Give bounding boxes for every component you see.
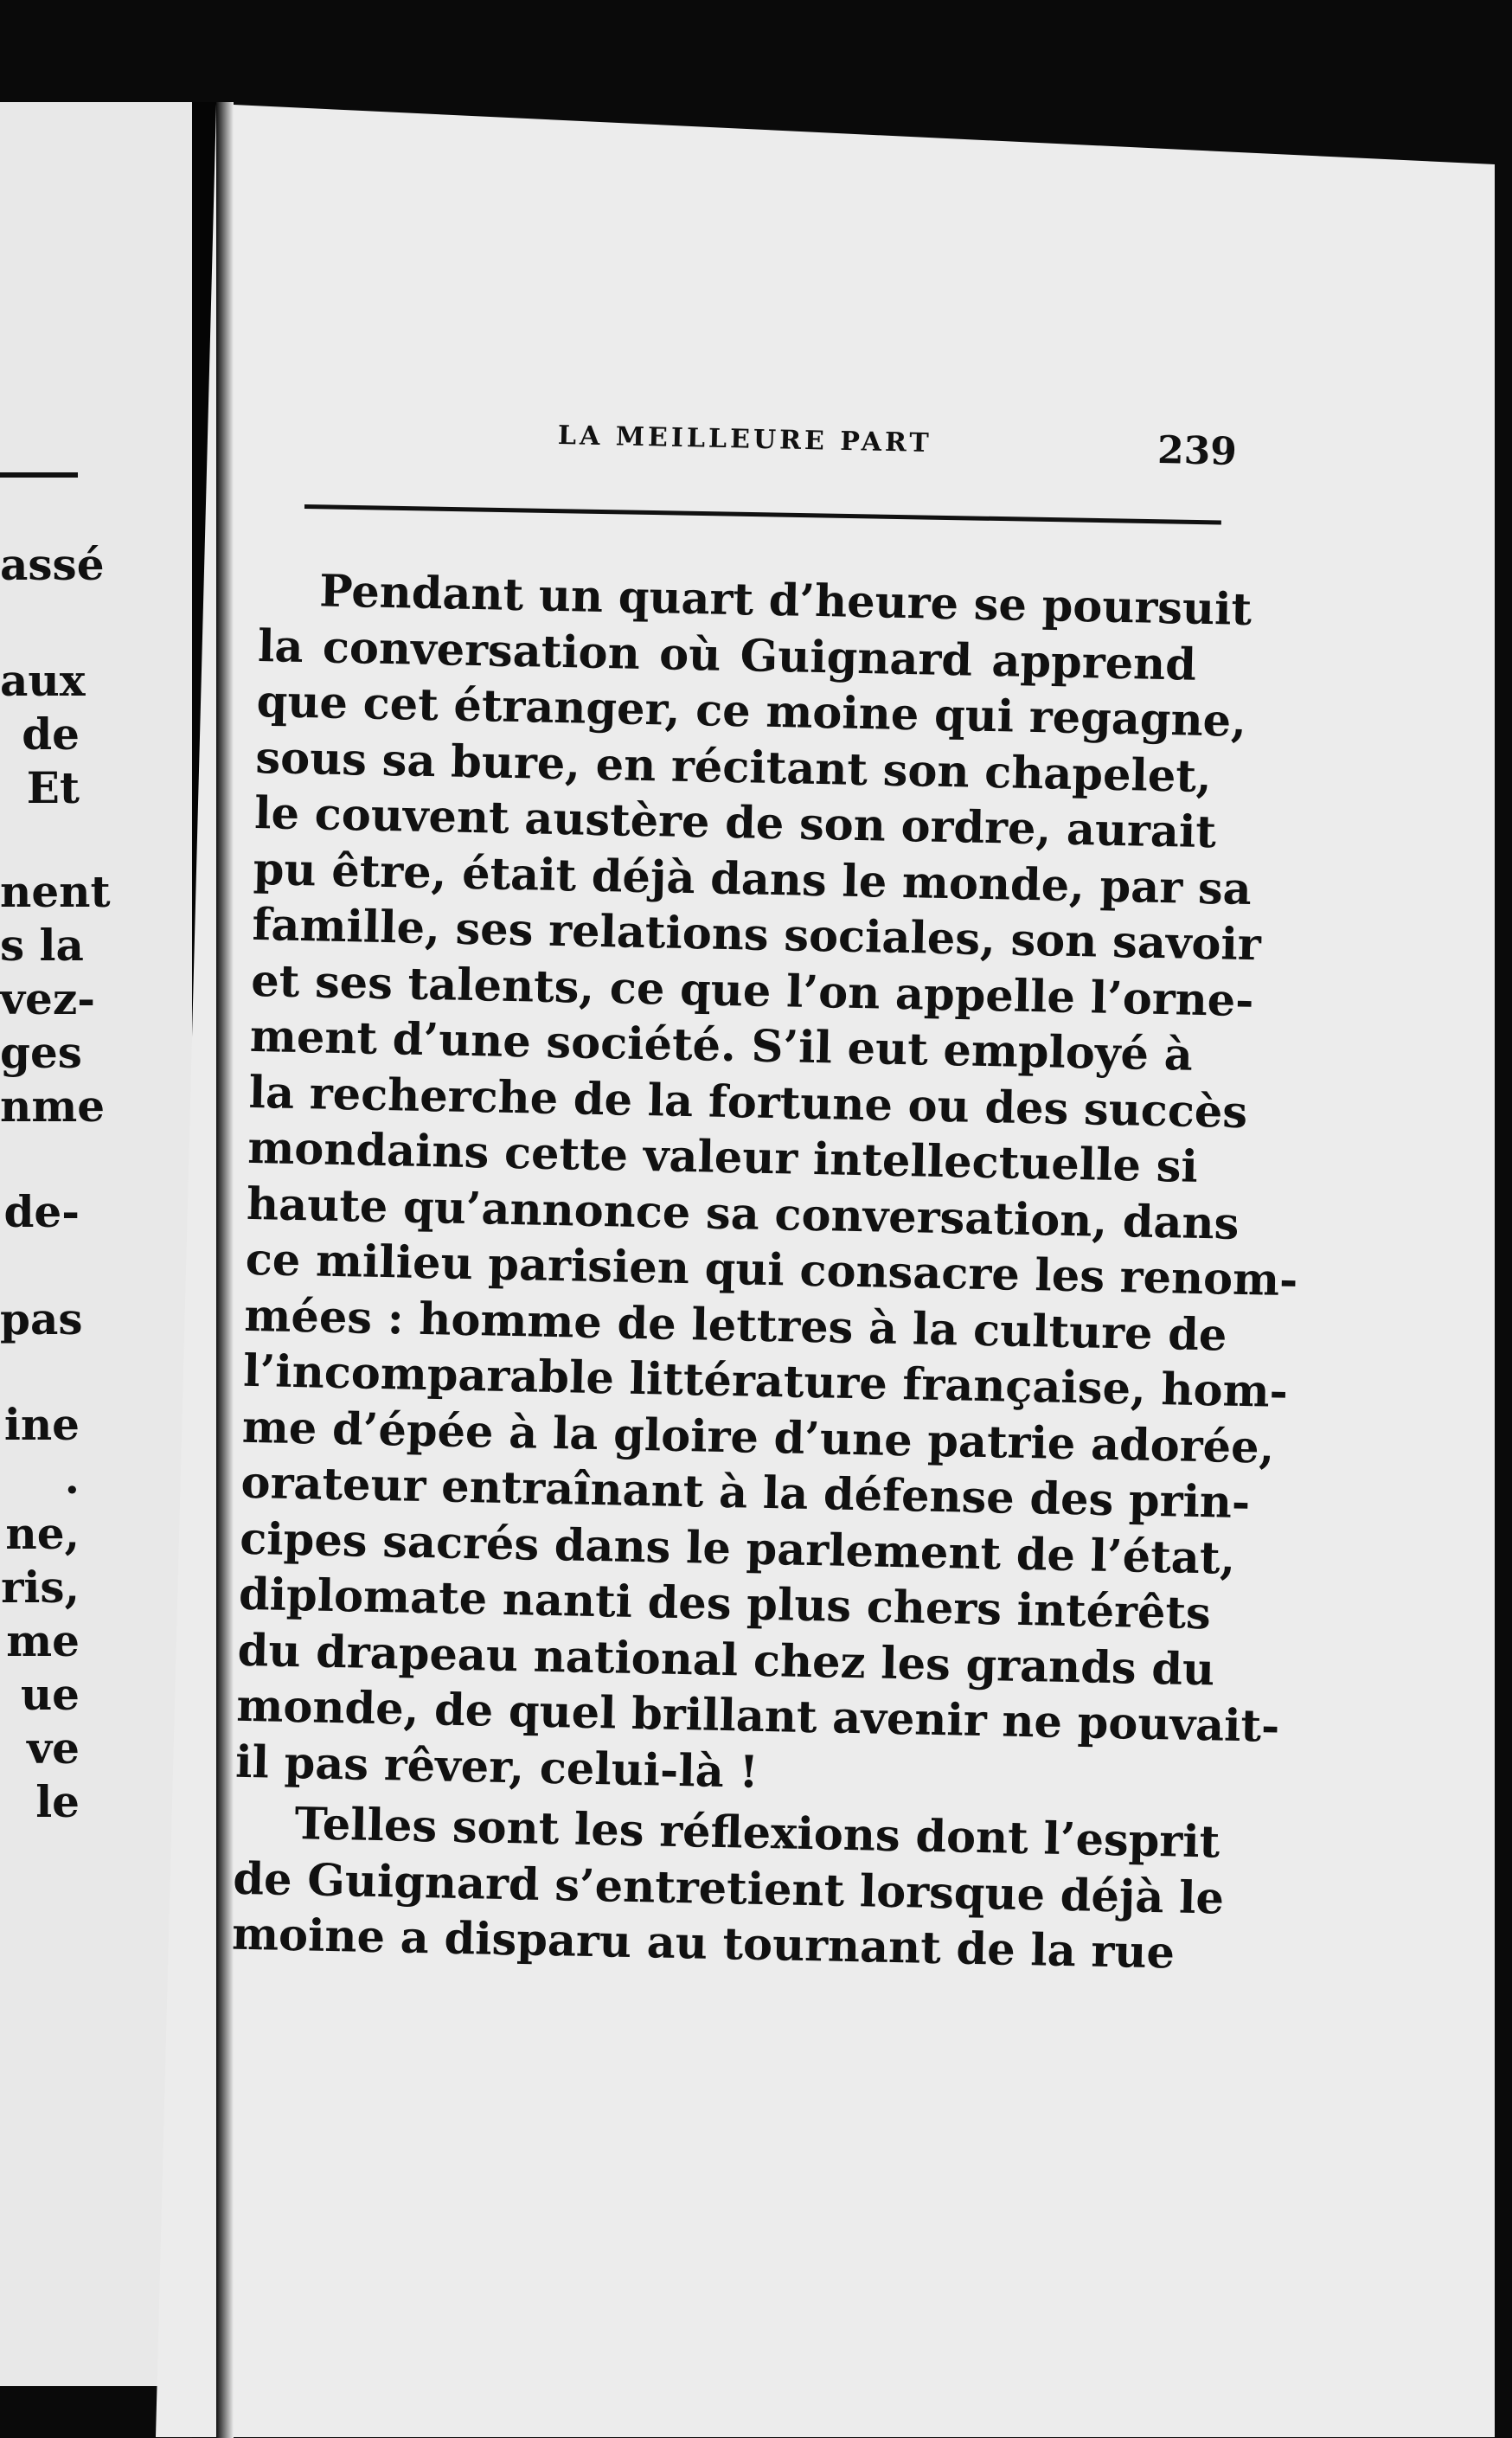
text-line: moine a disparu au tournant de la rue [231,1908,1176,1979]
previous-page-rule [0,472,78,478]
text-line: et ses talents, ce que l’on appelle l’orne- [250,954,1255,1027]
previous-page-line: nme [0,1081,106,1132]
previous-page-line: pas [0,1293,83,1344]
text-line: la conversation où Guignard apprend [257,619,1197,691]
paragraph-2 [231,1795,1225,1981]
previous-page-line: assé [0,539,105,590]
previous-page-line: ine [3,1399,80,1450]
text-line: de Guignard s’entretient lorsque déjà le [232,1852,1225,1925]
text-line: il pas rêver, celui-là ! [234,1735,759,1799]
text-line: ce milieu parisien qui consacre les renom- [245,1233,1298,1307]
previous-page-line: de [22,709,80,760]
text-line: pu être, était déjà dans le monde, par sa [253,843,1253,915]
text-line: le couvent austère de son ordre, aurait [253,786,1217,859]
text-line: me d’épée à la gloire d’une patrie adorée, [241,1401,1275,1474]
previous-page-line: aux [0,655,86,706]
previous-page-line: me [6,1615,80,1666]
previous-page-line: ue [20,1669,80,1720]
previous-page-line: ges [0,1027,82,1078]
page-edge-shadow [216,102,234,2438]
previous-page-line: vez- [0,973,96,1024]
previous-page-fragment [0,102,192,2386]
text-line: Telles sont les réflexions dont l’esprit [294,1798,1220,1869]
text-line: ment d’une société. S’il eut employé à [249,1010,1194,1081]
text-line: monde, de quel brillant avenir ne pouvait- [235,1679,1280,1753]
paragraph-1 [234,562,1298,1808]
text-line: du drapeau national chez les grands du [237,1624,1215,1696]
page-number: 239 [1156,428,1238,474]
previous-page-line: nent [0,866,111,917]
text-line: Pendant un quart d’heure se poursuit [318,565,1253,637]
text-line: orateur entraînant à la défense des prin- [240,1456,1251,1530]
text-line: haute qu’annonce sa conversation, dans [246,1177,1240,1250]
previous-page-line: de- [3,1186,80,1237]
text-line: l’incomparable littérature française, hom- [242,1344,1289,1419]
previous-page-line: ne, [5,1508,80,1559]
text-line: que cet étranger, ce moine qui regagne, [256,675,1247,747]
previous-page-line: ris, [1,1562,80,1613]
text-line: diplomate nanti des plus chers intérêts [238,1568,1212,1640]
text-line: famille, ses relations sociales, son savoir [251,898,1262,972]
running-title: LA MEILLEURE PART [557,420,933,459]
text-line: cipes sacrés dans le parlement de l’état, [239,1512,1236,1585]
text-line: la recherche de la fortune ou des succès [248,1066,1248,1139]
previous-page-line: s la [0,920,84,971]
text-line: mondains cette valeur intellectuelle si [247,1121,1199,1193]
previous-page-line: . [64,1453,80,1504]
previous-page-line: ve [27,1723,80,1774]
text-line: mées : homme de lettres à la culture de [243,1289,1227,1362]
text-line: sous sa bure, en récitant son chapelet, [254,731,1213,803]
page-body-text [231,562,1298,1981]
previous-page-line: Et [26,762,80,813]
previous-page-line: le [35,1776,80,1827]
